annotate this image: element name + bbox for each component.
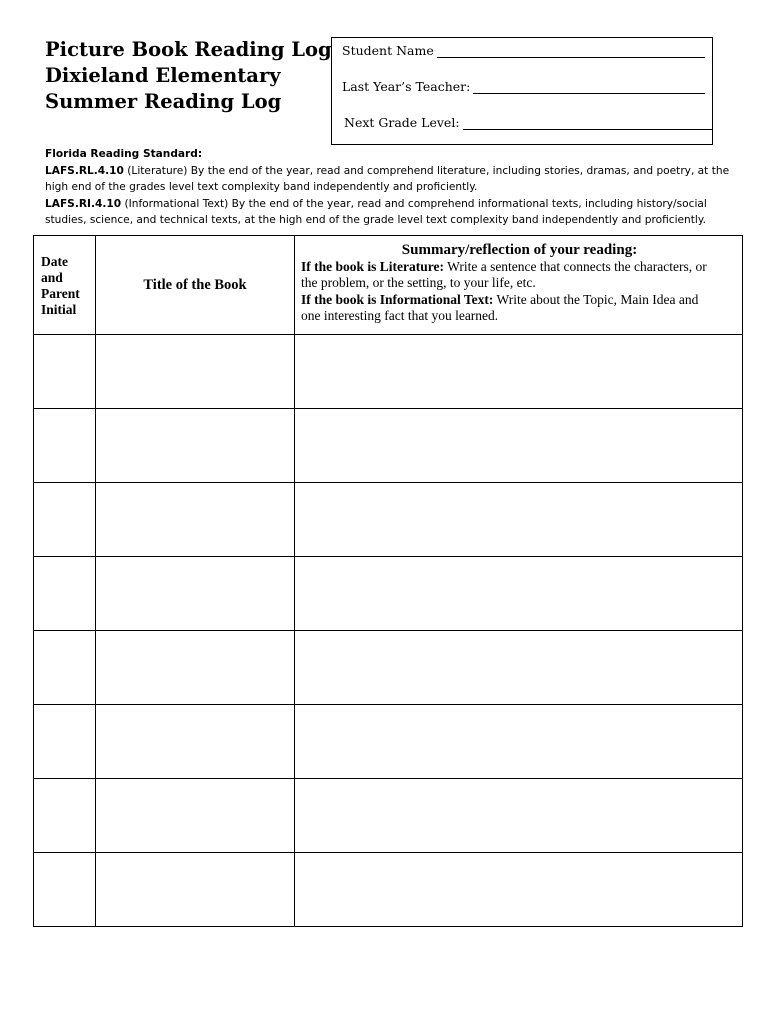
literature-text-1: Write a sentence that connects the characters, or	[444, 258, 707, 274]
standards-heading: Florida Reading Standard:	[45, 148, 203, 160]
table-row	[34, 483, 743, 557]
rl-code: LAFS.RL.4.10	[45, 164, 124, 177]
student-name-field[interactable]	[437, 45, 705, 58]
header-date-parent-initial: Date and Parent Initial	[34, 236, 96, 335]
title-line-2: Dixieland Elementary	[45, 64, 281, 87]
next-grade-label: Next Grade Level:	[344, 115, 460, 130]
summary-cell[interactable]	[295, 335, 743, 409]
reading-log-table	[33, 235, 743, 927]
table-row	[34, 853, 743, 927]
ri-text-1: (Informational Text) By the end of the year, read and comprehend informational texts, including history/social	[121, 197, 707, 210]
student-info-box	[331, 37, 713, 145]
ri-code: LAFS.RI.4.10	[45, 197, 122, 210]
summary-cell[interactable]	[295, 483, 743, 557]
last-teacher-row	[342, 79, 705, 94]
literature-label: If the book is Literature:	[301, 258, 444, 274]
literature-text-2: the problem, or the setting, to your life, etc.	[301, 275, 536, 290]
summary-title: Summary/reflection of your reading:	[401, 242, 638, 258]
last-teacher-field[interactable]	[473, 81, 705, 94]
date-cell[interactable]	[34, 483, 96, 557]
header-summary	[295, 236, 743, 335]
table-header-row	[34, 236, 743, 335]
book-title-cell[interactable]	[96, 631, 295, 705]
last-teacher-label: Last Year’s Teacher:	[342, 79, 471, 94]
book-title-cell[interactable]	[96, 779, 295, 853]
book-title-cell[interactable]	[96, 409, 295, 483]
date-cell[interactable]	[34, 335, 96, 409]
next-grade-field[interactable]	[463, 117, 713, 130]
book-title-cell[interactable]	[96, 483, 295, 557]
student-name-label: Student Name	[342, 43, 434, 58]
book-title-cell[interactable]	[96, 557, 295, 631]
summary-cell[interactable]	[295, 705, 743, 779]
header-book-title: Title of the Book	[96, 236, 295, 335]
book-title-cell[interactable]	[96, 853, 295, 927]
page-title	[45, 37, 332, 115]
table-row	[34, 557, 743, 631]
date-cell[interactable]	[34, 631, 96, 705]
summary-cell[interactable]	[295, 409, 743, 483]
book-title-cell[interactable]	[96, 335, 295, 409]
title-line-1: Picture Book Reading Log	[45, 38, 332, 61]
rl-text-1: (Literature) By the end of the year, read and comprehend literature, including stories, dramas, and poetry, at the	[123, 164, 730, 177]
rl-text-2: high end of the grades level text complexity band independently and proficiently.	[45, 181, 478, 193]
ri-text-2: studies, science, and technical texts, at the high end of the grade level text complexity band independently and proficiently.	[45, 214, 706, 226]
student-name-row	[342, 43, 705, 58]
title-line-3: Summer Reading Log	[45, 90, 282, 113]
summary-cell[interactable]	[295, 779, 743, 853]
summary-cell[interactable]	[295, 631, 743, 705]
informational-text-1: Write about the Topic, Main Idea and	[493, 291, 699, 307]
date-cell[interactable]	[34, 779, 96, 853]
informational-label: If the book is Informational Text:	[301, 291, 494, 307]
book-title-cell[interactable]	[96, 705, 295, 779]
date-cell[interactable]	[34, 409, 96, 483]
table-row	[34, 705, 743, 779]
table-row	[34, 779, 743, 853]
date-cell[interactable]	[34, 853, 96, 927]
table-row	[34, 631, 743, 705]
next-grade-row	[344, 115, 713, 130]
summary-cell[interactable]	[295, 557, 743, 631]
informational-text-2: one interesting fact that you learned.	[301, 308, 499, 323]
summary-cell[interactable]	[295, 853, 743, 927]
date-cell[interactable]	[34, 557, 96, 631]
date-cell[interactable]	[34, 705, 96, 779]
table-row	[34, 409, 743, 483]
reading-standards	[45, 146, 729, 229]
table-row	[34, 335, 743, 409]
